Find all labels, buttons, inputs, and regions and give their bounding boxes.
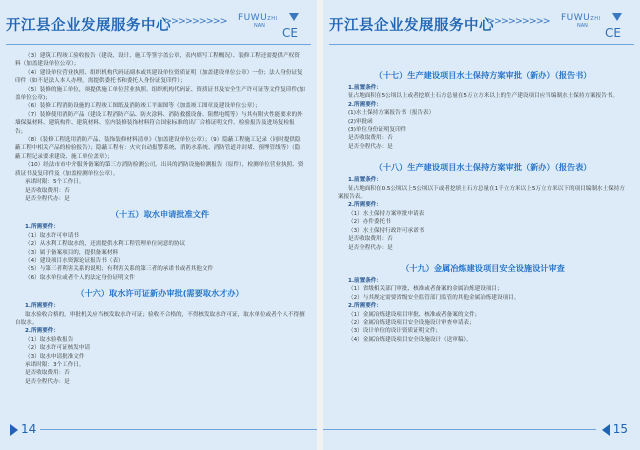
right-page: [323, 0, 640, 450]
list-item: （4）金属冶炼建设项目安全设施设计（送审稿）。: [348, 336, 472, 343]
logo-triangle-icon: [612, 13, 622, 21]
list-item: （3）取水申请批准文件: [25, 353, 85, 360]
header-arrows: >>>>>>>>>: [487, 16, 550, 27]
intro-item: （7）装修使用消防产品（建设工程消防产品、防火涂料、消防救援设备、阻燃电缆等）与其有附火性能要求的外墙保温材料、建筑构件、建筑材料、室内装修装饰材料符合国家标准的出厂合格证明文件、检验报告及进场复检报告；: [15, 111, 303, 135]
section-paragraph: 取水验收合格的，审批机关应当核发取水许可证；验收不合格的，不得核发取水许可证，取水单位或者个人不得擅自取水。: [15, 311, 305, 326]
list-item: （1）金属冶炼建设项目审批、核准或者备案的文件；: [348, 311, 481, 318]
section-paragraph: 征占地面积在5公顷以上或者挖填土石方总量在5万立方米以上的生产建设项目应当编制水土保持方案报告书。: [348, 93, 619, 100]
section-subheading: 1.所需要件：: [25, 303, 59, 310]
list-item: （2）办件委托书: [348, 219, 391, 226]
intro-item: （3）建筑工程竣工验收报告（建设、设计、施工等签字盖公章，表内填写工程概况）、装修工程还需提供产权资料（加盖建设单位公章）；: [15, 53, 300, 68]
logo-ce: CE: [282, 26, 298, 40]
section-subheading: 2.所需要件：: [348, 101, 382, 108]
list-item: （2）取水许可证核发申请: [25, 345, 91, 352]
logo-word: FUWUZHI: [561, 13, 601, 23]
list-item: （3）设计单位的设计资质证明文件；: [348, 328, 442, 335]
org-title: 开江县企业发展服务中心: [6, 18, 171, 34]
logo-word: FUWUZHI: [238, 13, 278, 23]
list-item: （3）属于备案项目的，提供备案材料: [25, 249, 119, 256]
list-item: 是否全程代办：是: [348, 244, 393, 251]
footer-triangle-icon: [10, 424, 18, 436]
list-item: （5）与第三者利害关系的说明；有利害关系的第三者的承诺书或者其他文件: [25, 266, 214, 273]
section-subheading: 1.前置条件：: [348, 177, 382, 184]
section-subheading: 2.所需要件：: [348, 303, 382, 310]
list-item: （1）取水许可申请书: [25, 232, 79, 239]
page-number: 14: [21, 422, 37, 436]
list-item: 是否收取费用：否: [25, 370, 70, 377]
list-item: （1）取水验收报告: [25, 336, 74, 343]
intro-item: 是否收取费用：否: [25, 187, 70, 194]
list-item: 是否收取费用：否: [348, 236, 393, 243]
footer-line: [40, 429, 317, 430]
header-divider: [6, 44, 311, 45]
list-item: （1）水土保持方案审批申请表: [348, 210, 425, 217]
left-page: [0, 0, 317, 450]
intro-item: 是否全程代办：是: [25, 195, 70, 202]
section-subheading: 1.前置条件：: [348, 85, 382, 91]
logo-ce: CE: [605, 26, 621, 40]
intro-item: （5）装修的施工单位，须提供施工单位营业执照、组织机构代码证、资质证书及安全生产许可证等文件复印件(加盖单位公章)；: [15, 86, 305, 102]
header-arrows: >>>>>>>>>: [164, 16, 227, 27]
left-body: [15, 52, 305, 386]
list-item: 是否全程代办：是: [25, 378, 70, 385]
footer-line: [323, 429, 596, 430]
logo-triangle-icon: [289, 13, 299, 21]
section-subheading: 1.前置条件：: [348, 277, 382, 284]
list-item: （2）与其规定需要省级安全监管部门监管的其他金属冶炼建设项目。: [348, 294, 520, 301]
intro-item: （4）建设单位营业执照、组织机构代码证副本或其建设单位资质证明（加盖建设单位公章）一份；法人身份证复印件（如不是法人本人办理，需提供委托书和委托人身份证复印件）；: [15, 69, 303, 85]
intro-item: （6）装修工程消防设施的工程竣工图纸及消防竣工平面图等（加盖竣工图章及建设单位公章）；: [25, 103, 261, 110]
right-footer: [323, 422, 640, 438]
list-item: （1）省级相关部门审批、核准或者备案的金属冶炼建设项目；: [348, 286, 503, 293]
section-title: （十六）取水许可证新办审批(需要取水才办）: [76, 288, 244, 299]
page-number: 15: [612, 422, 628, 436]
list-item: 是否全程代办：是: [348, 143, 393, 150]
section-paragraph: 征占地面积在0.5公顷以上5公顷以下或者挖填土石方总量在1千立方米以上5万立方米以下的项目编制水土保持方案报告表。: [338, 185, 625, 201]
list-item: （3）水土保持行政许可承诺书: [348, 227, 425, 234]
logo-sub: NAN: [577, 23, 588, 29]
logo-sub: NAN: [254, 23, 265, 29]
footer-triangle-icon: [602, 424, 610, 436]
section-title: （十七）生产建设项目水土保持方案审批（新办）（报告书）: [374, 70, 592, 80]
header-divider: [329, 44, 634, 45]
intro-item: （8）《装修工程选用消防产品、装饰装修材料清单》（加盖建设单位公章）；（9）隐蔽工程施工记录（同时提供隐蔽工程中相关产品的检验报告）；隐蔽工程有：火灾自动报警系统、消防水系统、消防管道并封堵、预埋管线等）（隐蔽工程记录要求建设、施工单位盖章）；: [15, 137, 301, 160]
list-item: (1)水土保持方案报告书（报告表）: [348, 110, 435, 117]
section-title: （十五）取水申请批准文件: [110, 209, 210, 220]
list-item: （2）金属冶炼建设项目安全设施设计审查申请表；: [348, 319, 475, 326]
section-subheading: 2.所需要件：: [348, 202, 382, 209]
right-body: [338, 64, 628, 344]
list-item: (3)单位身份证明复印件: [348, 127, 407, 134]
left-header: [6, 6, 311, 42]
list-item: (2)审批函: [348, 118, 373, 125]
intro-item: 承诺时限：5个工作日。: [25, 179, 85, 186]
right-header: [329, 6, 634, 42]
intro-item: （10）经法市市中介服务备案的第三方消防检测公司，出具的消防设施检测报告（原件），检测单位营业执照、资质证书及复印件及（加盖检测单位公章）。: [15, 162, 304, 177]
section-subheading: 1.所需要件：: [25, 224, 59, 231]
left-footer: [0, 422, 317, 438]
list-item: 承诺时限：3个工作日。: [25, 362, 85, 368]
section-title: （十九）金属冶炼建设项目安全设施设计审查: [401, 262, 565, 273]
list-item: （2）从水利工程取水的，还需提供水利工程管理单位同意的协议: [25, 241, 186, 248]
list-item: 是否收取费用：否: [348, 135, 393, 142]
org-title: 开江县企业发展服务中心: [329, 18, 494, 34]
section-subheading: 2.所需要件：: [25, 328, 59, 335]
section-title: （十八）生产建设项目水土保持方案审批（新办）（报告表）: [374, 162, 592, 173]
list-item: （4）建设项目水资源论证报告书（表）: [25, 257, 124, 264]
list-item: （6）取水单位或者个人的法定身份证明文件: [25, 274, 135, 281]
